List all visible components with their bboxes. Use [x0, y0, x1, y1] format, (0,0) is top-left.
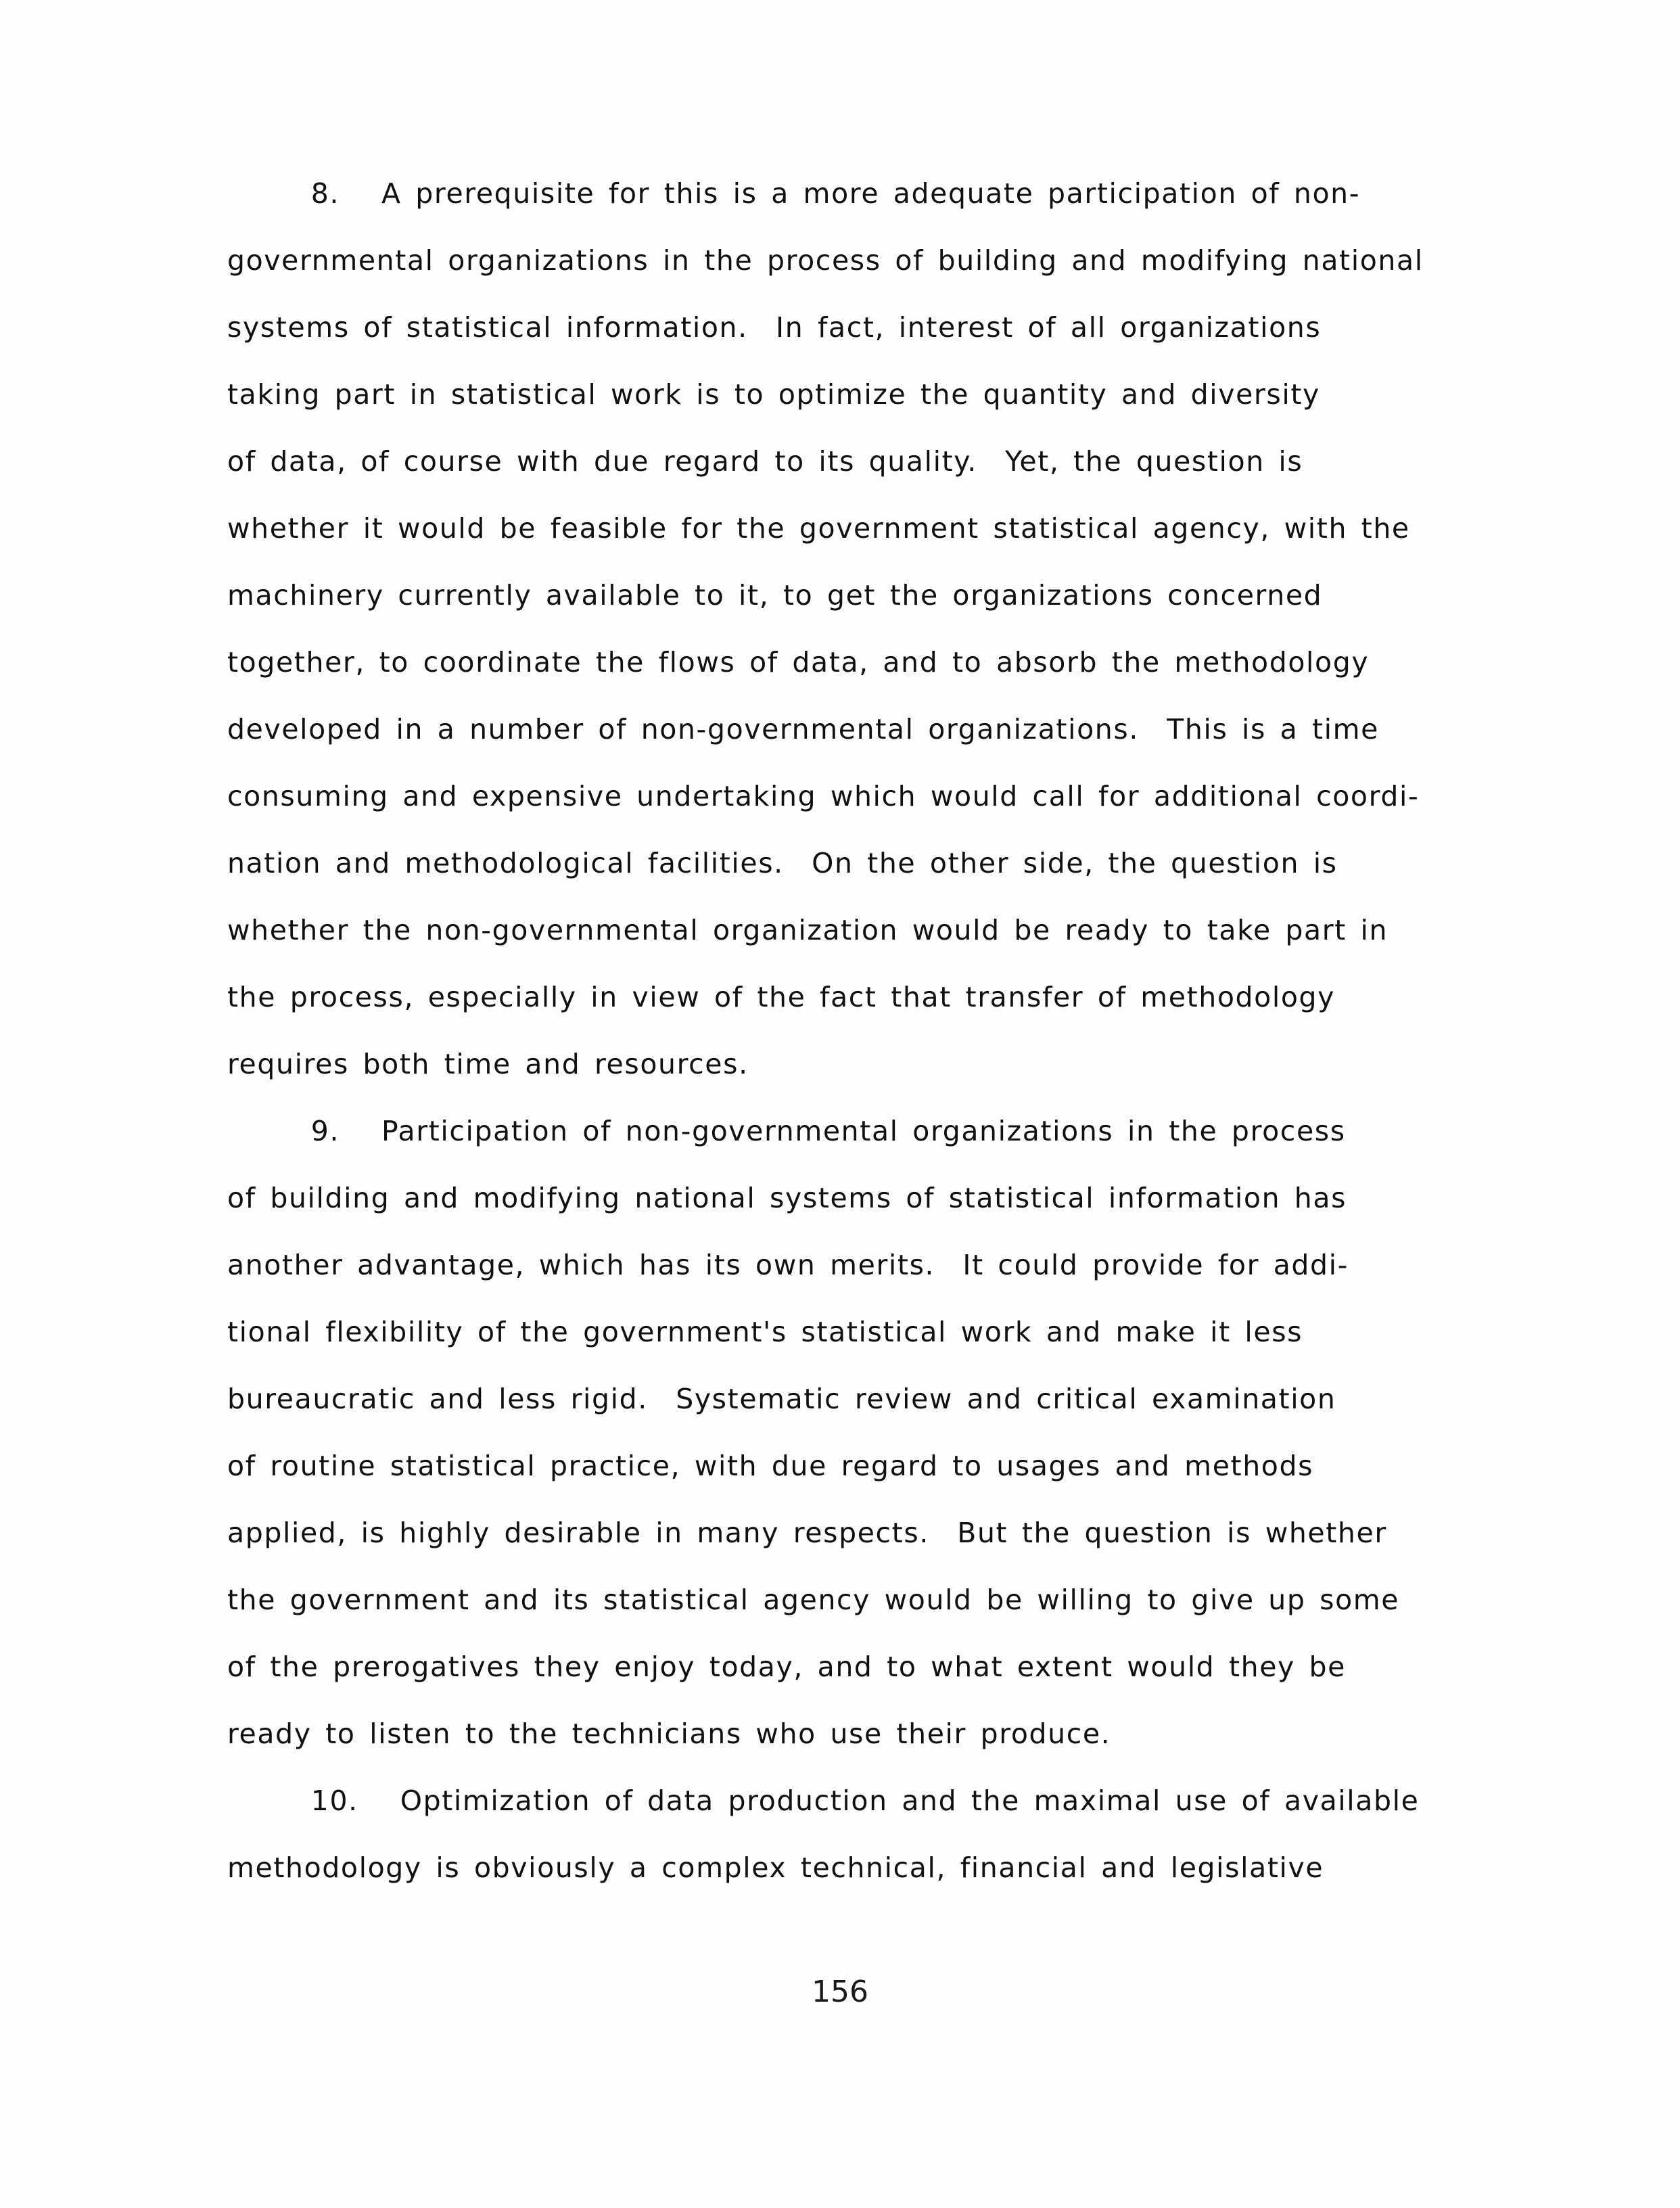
- text-line: whether the non-governmental organization would be ready to take part in: [227, 914, 1389, 946]
- text-line: of the prerogatives they enjoy today, and to what extent would they be: [227, 1651, 1346, 1683]
- text-line: 10. Optimization of data production and the maximal use of available: [227, 1785, 1420, 1817]
- text-line: of building and modifying national systems of statistical information has: [227, 1182, 1347, 1214]
- text-line: ready to listen to the technicians who use their produce.: [227, 1718, 1111, 1750]
- text-line: consuming and expensive undertaking which would call for additional coordi-: [227, 780, 1420, 812]
- text-line: applied, is highly desirable in many respects. But the question is whether: [227, 1517, 1387, 1549]
- text-line: whether it would be feasible for the government statistical agency, with the: [227, 512, 1410, 545]
- page-number: 156: [812, 1975, 868, 2009]
- text-line: systems of statistical information. In fact, interest of all organizations: [227, 311, 1322, 344]
- text-line: bureaucratic and less rigid. Systematic review and critical examination: [227, 1383, 1336, 1415]
- text-line: nation and methodological facilities. On the other side, the question is: [227, 847, 1338, 879]
- text-line: requires both time and resources.: [227, 1048, 749, 1080]
- text-line: developed in a number of non-governmental organizations. This is a time: [227, 713, 1380, 745]
- text-line: of routine statistical practice, with due regard to usages and methods: [227, 1450, 1314, 1482]
- text-line: taking part in statistical work is to optimize the quantity and diversity: [227, 378, 1320, 411]
- text-line: 9. Participation of non-governmental organizations in the process: [227, 1115, 1346, 1147]
- text-line: governmental organizations in the process of building and modifying national: [227, 244, 1424, 277]
- text-line: another advantage, which has its own merits. It could provide for addi-: [227, 1249, 1349, 1281]
- text-line: machinery currently available to it, to get the organizations concerned: [227, 579, 1323, 612]
- text-line: the government and its statistical agency would be willing to give up some: [227, 1584, 1400, 1616]
- text-line: methodology is obviously a complex technical, financial and legislative: [227, 1852, 1324, 1884]
- text-line: of data, of course with due regard to its quality. Yet, the question is: [227, 445, 1303, 478]
- text-line: 8. A prerequisite for this is a more adequate participation of non-: [227, 177, 1361, 210]
- text-line: the process, especially in view of the fact that transfer of methodology: [227, 981, 1336, 1013]
- text-line: tional flexibility of the government's statistical work and make it less: [227, 1316, 1303, 1348]
- text-line: together, to coordinate the flows of data, and to absorb the methodology: [227, 646, 1370, 678]
